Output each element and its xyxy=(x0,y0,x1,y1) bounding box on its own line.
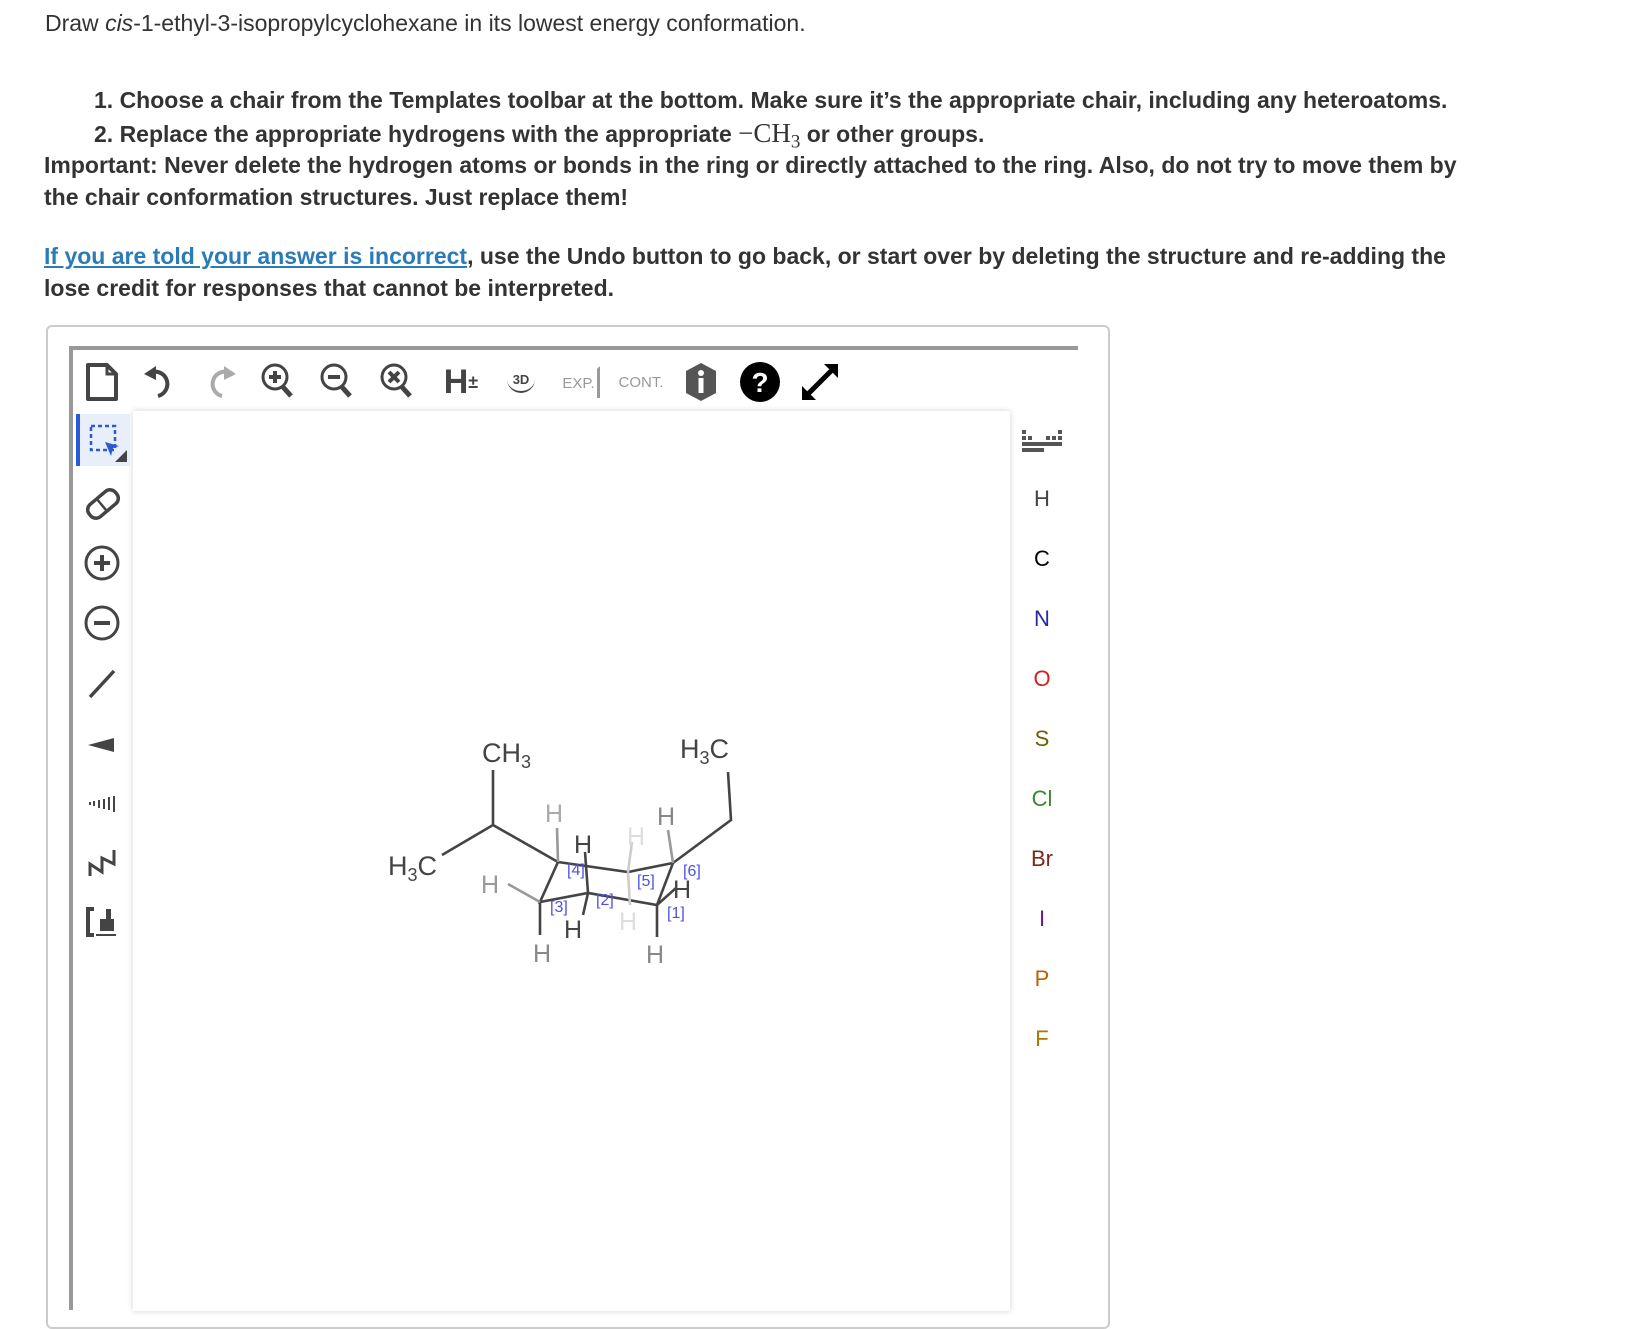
element-button-br[interactable]: Br xyxy=(1031,846,1053,871)
important-note-2: the chair conformation structures. Just replace them! xyxy=(44,184,629,210)
atom-label-5: [5] xyxy=(637,873,655,890)
h-c3-down: H xyxy=(533,940,552,968)
h-c1: H xyxy=(673,876,692,904)
svg-text:?: ? xyxy=(751,367,769,398)
atom-label-6: [6] xyxy=(683,863,701,880)
element-button-c[interactable]: C xyxy=(1034,546,1050,571)
h3c-right-label: $H_3C$ xyxy=(680,734,730,768)
element-button-s[interactable]: S xyxy=(1034,726,1050,751)
h3c-left-label: $H_3C$ xyxy=(388,851,438,885)
h-c2-up: H xyxy=(574,831,593,859)
instruction-step-1: 1. Choose a chair from the Templates toolbar at the bottom. Make sure it’s the appropriate chair, including any heteroatoms. xyxy=(94,87,1448,113)
element-button-p[interactable]: P xyxy=(1034,966,1050,991)
atom-label-4: [4] xyxy=(567,862,585,879)
isopropyl-bonds xyxy=(442,770,558,862)
ethyl-bonds xyxy=(673,772,731,863)
h-c6: H xyxy=(657,803,676,831)
h-bonds-light xyxy=(628,842,632,905)
ch3-top-label: $CH_3$ xyxy=(482,738,532,772)
element-button-n[interactable]: N xyxy=(1034,606,1050,631)
atom-label-2: [2] xyxy=(596,892,614,909)
element-button-f[interactable]: F xyxy=(1035,1026,1049,1051)
instruction-step-2: 2. Replace the appropriate hydrogens with the appropriate $-CH_3$ or other groups. xyxy=(94,118,985,153)
h-label: H xyxy=(443,362,469,401)
exp-label: EXP. xyxy=(560,366,599,398)
h-c2-down: H xyxy=(564,916,583,944)
cont-label: CONT. xyxy=(618,373,664,391)
element-button-cl[interactable]: Cl xyxy=(1031,786,1053,811)
undo-note-2: lose credit for responses that cannot be interpreted. xyxy=(44,275,615,301)
element-button-o[interactable]: O xyxy=(1033,666,1051,691)
h-c5-up: H xyxy=(627,823,646,851)
h-c3-eq: H xyxy=(481,871,500,899)
h-c4-axial: H xyxy=(545,800,564,828)
h-c5-down: H xyxy=(619,908,638,936)
incorrect-answer-link[interactable]: If you are told your answer is incorrect xyxy=(44,243,468,269)
important-note: Important: Never delete the hydrogen atoms or bonds in the ring or directly attached to the ring. Also, do not try to move them by xyxy=(44,152,1457,178)
h-c1-down: H xyxy=(646,941,665,969)
atom-label-3: [3] xyxy=(550,899,568,916)
hydrogen-labels xyxy=(481,800,691,969)
undo-note: If you are told your answer is incorrect, use the Undo button to go back, or start over by deleting the structure and re-adding the xyxy=(44,243,1446,269)
atom-label-1: [1] xyxy=(667,905,685,922)
plus-minus-icon: ± xyxy=(468,372,479,392)
element-button-h[interactable]: H xyxy=(1034,486,1050,511)
3d-label: 3D xyxy=(507,372,536,393)
element-button-i[interactable]: I xyxy=(1038,906,1046,931)
question-text: Draw cis-1-ethyl-3-isopropylcyclohexane in its lowest energy conformation. xyxy=(45,10,806,36)
